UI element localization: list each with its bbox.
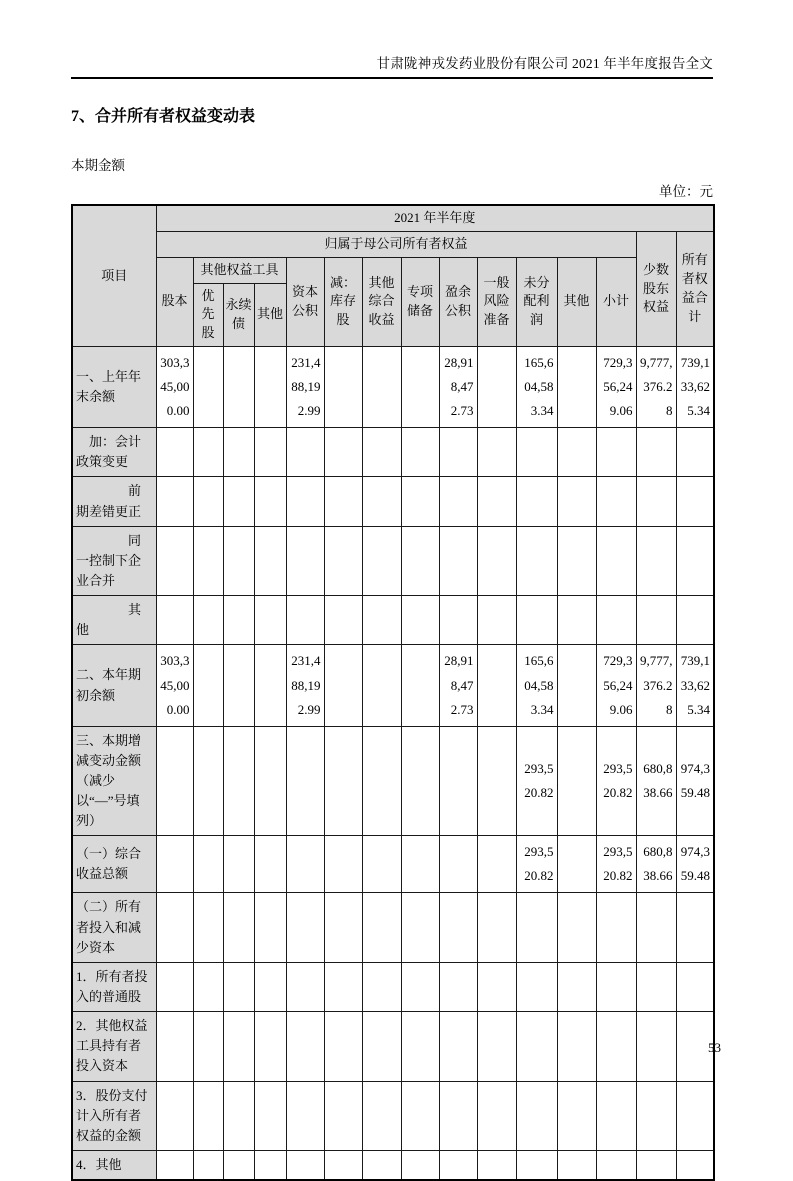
row-label-cell: 一、上年年末余额 <box>72 347 156 428</box>
value-cell: 293,520.82 <box>596 726 636 836</box>
col-header-item: 项目 <box>72 205 156 347</box>
value-cell: 974,359.48 <box>676 726 714 836</box>
col-header-subtotal: 小计 <box>596 257 636 346</box>
row-label-cell: （一）综合收益总额 <box>72 836 156 893</box>
value-cell <box>324 477 362 526</box>
value-cell <box>254 962 286 1011</box>
value-cell <box>439 1150 477 1180</box>
value-cell <box>439 1012 477 1081</box>
value-cell <box>324 836 362 893</box>
value-cell <box>636 477 676 526</box>
value-cell <box>557 347 596 428</box>
value-cell <box>324 428 362 477</box>
value-cell <box>401 1150 439 1180</box>
row-label-cell: （二）所有者投入和减少资本 <box>72 893 156 962</box>
value-cell <box>439 962 477 1011</box>
value-cell <box>401 428 439 477</box>
table-row <box>72 526 714 595</box>
table-row <box>72 428 714 477</box>
value-cell <box>401 893 439 962</box>
header-row-parent-group <box>72 231 714 257</box>
col-header-special-reserve: 专项储备 <box>401 257 439 346</box>
value-cell <box>477 1081 516 1150</box>
value-cell <box>156 477 193 526</box>
value-cell <box>156 726 193 836</box>
value-cell: 9,777,376.28 <box>636 645 676 726</box>
value-cell <box>193 645 223 726</box>
table-row <box>72 347 714 428</box>
value-cell <box>286 1012 324 1081</box>
header-row-main-cols <box>72 257 714 283</box>
table-body <box>72 347 714 1181</box>
row-label-cell: 同一控制下企业合并 <box>72 526 156 595</box>
value-cell <box>596 1150 636 1180</box>
value-cell <box>477 1150 516 1180</box>
value-cell <box>477 526 516 595</box>
value-cell <box>223 1150 254 1180</box>
value-cell <box>324 526 362 595</box>
value-cell <box>324 1150 362 1180</box>
value-cell: 729,356,249.06 <box>596 347 636 428</box>
value-cell <box>362 645 401 726</box>
value-cell <box>557 596 596 645</box>
value-cell <box>254 1150 286 1180</box>
value-cell <box>676 526 714 595</box>
value-cell <box>223 1012 254 1081</box>
value-cell <box>362 596 401 645</box>
value-cell <box>193 1081 223 1150</box>
value-cell <box>516 596 557 645</box>
value-cell <box>223 893 254 962</box>
value-cell <box>676 962 714 1011</box>
value-cell <box>254 893 286 962</box>
row-label-cell: 1．所有者投入的普通股 <box>72 962 156 1011</box>
value-cell <box>401 1081 439 1150</box>
col-header-capital-reserve: 资本公积 <box>286 257 324 346</box>
value-cell <box>516 1012 557 1081</box>
col-header-period: 2021 年半年度 <box>156 205 714 231</box>
value-cell <box>477 596 516 645</box>
value-cell <box>439 836 477 893</box>
value-cell <box>557 526 596 595</box>
row-label-cell: 前期差错更正 <box>72 477 156 526</box>
value-cell <box>401 526 439 595</box>
value-cell <box>254 526 286 595</box>
value-cell <box>223 526 254 595</box>
value-cell <box>223 836 254 893</box>
value-cell <box>401 596 439 645</box>
value-cell <box>324 1012 362 1081</box>
value-cell <box>324 1081 362 1150</box>
value-cell <box>516 477 557 526</box>
value-cell <box>324 596 362 645</box>
value-cell <box>193 1012 223 1081</box>
value-cell <box>286 1150 324 1180</box>
value-cell <box>477 962 516 1011</box>
value-cell <box>596 893 636 962</box>
row-label-cell: 4．其他 <box>72 1150 156 1180</box>
value-cell <box>254 477 286 526</box>
value-cell <box>156 428 193 477</box>
value-cell <box>636 526 676 595</box>
value-cell <box>557 726 596 836</box>
value-cell <box>439 726 477 836</box>
value-cell <box>676 893 714 962</box>
value-cell <box>557 1150 596 1180</box>
value-cell <box>156 1081 193 1150</box>
value-cell <box>596 962 636 1011</box>
value-cell <box>286 726 324 836</box>
period-amount-label: 本期金额 <box>71 158 125 173</box>
value-cell <box>557 428 596 477</box>
value-cell: 9,777,376.28 <box>636 347 676 428</box>
value-cell <box>401 726 439 836</box>
value-cell <box>636 428 676 477</box>
value-cell <box>254 428 286 477</box>
value-cell <box>557 962 596 1011</box>
col-header-other-instruments: 其他 <box>254 283 286 347</box>
value-cell <box>156 1012 193 1081</box>
value-cell <box>401 645 439 726</box>
col-header-preferred-shares: 优先股 <box>193 283 223 347</box>
table-row <box>72 962 714 1011</box>
value-cell <box>156 596 193 645</box>
value-cell <box>516 893 557 962</box>
value-cell <box>439 1081 477 1150</box>
row-label-cell: 二、本年期初余额 <box>72 645 156 726</box>
value-cell: 729,356,249.06 <box>596 645 636 726</box>
row-label-cell: 三、本期增减变动金额（减少以“—”号填列） <box>72 726 156 836</box>
value-cell <box>223 596 254 645</box>
value-cell <box>156 962 193 1011</box>
value-cell <box>477 1012 516 1081</box>
col-header-surplus-reserve: 盈余公积 <box>439 257 477 346</box>
value-cell <box>254 836 286 893</box>
row-label-cell: 加：会计政策变更 <box>72 428 156 477</box>
value-cell <box>254 645 286 726</box>
col-header-total-equity: 所有者权益合计 <box>676 231 714 346</box>
row-label-cell: 2．其他权益工具持有者投入资本 <box>72 1012 156 1081</box>
col-header-retained-earnings: 未分配利润 <box>516 257 557 346</box>
value-cell <box>324 893 362 962</box>
value-cell <box>223 347 254 428</box>
value-cell <box>516 526 557 595</box>
value-cell <box>439 526 477 595</box>
value-cell <box>193 347 223 428</box>
value-cell <box>636 962 676 1011</box>
row-label-cell: 其他 <box>72 596 156 645</box>
value-cell: 165,604,583.34 <box>516 347 557 428</box>
value-cell <box>156 893 193 962</box>
value-cell <box>439 428 477 477</box>
col-header-other: 其他 <box>557 257 596 346</box>
value-cell <box>193 477 223 526</box>
value-cell <box>223 477 254 526</box>
value-cell <box>324 645 362 726</box>
value-cell <box>193 893 223 962</box>
value-cell <box>557 1012 596 1081</box>
value-cell <box>557 893 596 962</box>
value-cell <box>516 1081 557 1150</box>
value-cell: 974,359.48 <box>676 836 714 893</box>
value-cell <box>362 962 401 1011</box>
value-cell <box>596 596 636 645</box>
value-cell <box>557 1081 596 1150</box>
value-cell <box>516 1150 557 1180</box>
value-cell <box>286 477 324 526</box>
table-row <box>72 836 714 893</box>
value-cell <box>254 1081 286 1150</box>
col-header-other-comprehensive-income: 其他综合收益 <box>362 257 401 346</box>
value-cell <box>477 836 516 893</box>
col-header-share-capital: 股本 <box>156 257 193 346</box>
value-cell <box>477 347 516 428</box>
value-cell <box>362 428 401 477</box>
value-cell <box>193 428 223 477</box>
value-cell <box>636 893 676 962</box>
value-cell <box>596 477 636 526</box>
value-cell <box>223 428 254 477</box>
value-cell <box>362 1012 401 1081</box>
value-cell <box>401 347 439 428</box>
value-cell: 231,488,192.99 <box>286 645 324 726</box>
page-number: 53 <box>708 1040 721 1055</box>
value-cell <box>636 596 676 645</box>
value-cell <box>286 596 324 645</box>
value-cell <box>254 347 286 428</box>
value-cell: 739,133,625.34 <box>676 347 714 428</box>
value-cell: 303,345,000.00 <box>156 645 193 726</box>
value-cell <box>254 726 286 836</box>
value-cell <box>439 477 477 526</box>
value-cell <box>596 1012 636 1081</box>
value-cell <box>477 428 516 477</box>
value-cell <box>557 477 596 526</box>
value-cell <box>477 645 516 726</box>
value-cell <box>324 726 362 836</box>
value-cell: 293,520.82 <box>596 836 636 893</box>
value-cell: 739,133,625.34 <box>676 645 714 726</box>
equity-change-table <box>71 204 715 1181</box>
value-cell <box>193 962 223 1011</box>
value-cell: 28,918,472.73 <box>439 645 477 726</box>
value-cell <box>156 526 193 595</box>
value-cell <box>516 962 557 1011</box>
value-cell <box>193 836 223 893</box>
value-cell <box>676 596 714 645</box>
value-cell <box>596 1081 636 1150</box>
report-title-text: 甘肃陇神戎发药业股份有限公司 2021 年半年度报告全文 <box>376 56 713 71</box>
col-header-minority-interest: 少数股东权益 <box>636 231 676 346</box>
value-cell <box>477 477 516 526</box>
value-cell <box>439 596 477 645</box>
table-row <box>72 1150 714 1180</box>
value-cell <box>286 893 324 962</box>
value-cell <box>636 1150 676 1180</box>
value-cell: 680,838.66 <box>636 726 676 836</box>
value-cell <box>286 428 324 477</box>
value-cell <box>636 1081 676 1150</box>
value-cell <box>401 962 439 1011</box>
value-cell <box>362 726 401 836</box>
header-row-period <box>72 205 714 231</box>
value-cell <box>676 1081 714 1150</box>
value-cell <box>223 962 254 1011</box>
table-row <box>72 596 714 645</box>
value-cell <box>557 836 596 893</box>
table-row <box>72 1081 714 1150</box>
value-cell <box>676 477 714 526</box>
value-cell: 293,520.82 <box>516 726 557 836</box>
value-cell <box>636 1012 676 1081</box>
table-row <box>72 477 714 526</box>
value-cell <box>286 1081 324 1150</box>
value-cell <box>477 726 516 836</box>
value-cell <box>193 596 223 645</box>
table-row <box>72 726 714 836</box>
table-row <box>72 1012 714 1081</box>
value-cell: 680,838.66 <box>636 836 676 893</box>
value-cell <box>362 836 401 893</box>
value-cell <box>516 428 557 477</box>
value-cell <box>254 1012 286 1081</box>
value-cell <box>223 645 254 726</box>
value-cell <box>362 477 401 526</box>
value-cell <box>362 1081 401 1150</box>
value-cell <box>557 645 596 726</box>
value-cell <box>401 477 439 526</box>
unit-label: 单位：元 <box>659 184 713 199</box>
value-cell <box>286 836 324 893</box>
row-label-cell: 3．股份支付计入所有者权益的金额 <box>72 1081 156 1150</box>
col-header-less-treasury-shares: 减：库存股 <box>324 257 362 346</box>
value-cell: 231,488,192.99 <box>286 347 324 428</box>
col-header-other-equity-group: 其他权益工具 <box>193 257 286 283</box>
value-cell <box>477 893 516 962</box>
value-cell: 293,520.82 <box>516 836 557 893</box>
value-cell <box>362 347 401 428</box>
value-cell <box>401 1012 439 1081</box>
col-header-parent-group: 归属于母公司所有者权益 <box>156 231 636 257</box>
value-cell <box>286 526 324 595</box>
value-cell <box>156 1150 193 1180</box>
col-header-perpetual-bonds: 永续债 <box>223 283 254 347</box>
col-header-general-risk-reserve: 一般风险准备 <box>477 257 516 346</box>
table-row <box>72 645 714 726</box>
value-cell: 165,604,583.34 <box>516 645 557 726</box>
value-cell <box>596 526 636 595</box>
value-cell <box>596 428 636 477</box>
value-cell <box>362 526 401 595</box>
section-title: 7、合并所有者权益变动表 <box>71 108 256 125</box>
value-cell: 303,345,000.00 <box>156 347 193 428</box>
value-cell <box>193 1150 223 1180</box>
value-cell <box>193 726 223 836</box>
value-cell <box>156 836 193 893</box>
table-row <box>72 893 714 962</box>
value-cell <box>223 1081 254 1150</box>
value-cell <box>286 962 324 1011</box>
value-cell <box>324 962 362 1011</box>
value-cell <box>324 347 362 428</box>
value-cell <box>362 893 401 962</box>
value-cell <box>439 893 477 962</box>
value-cell <box>362 1150 401 1180</box>
running-header <box>71 52 713 79</box>
value-cell <box>254 596 286 645</box>
value-cell <box>676 1150 714 1180</box>
value-cell <box>193 526 223 595</box>
value-cell <box>223 726 254 836</box>
value-cell <box>676 428 714 477</box>
value-cell <box>401 836 439 893</box>
value-cell: 28,918,472.73 <box>439 347 477 428</box>
